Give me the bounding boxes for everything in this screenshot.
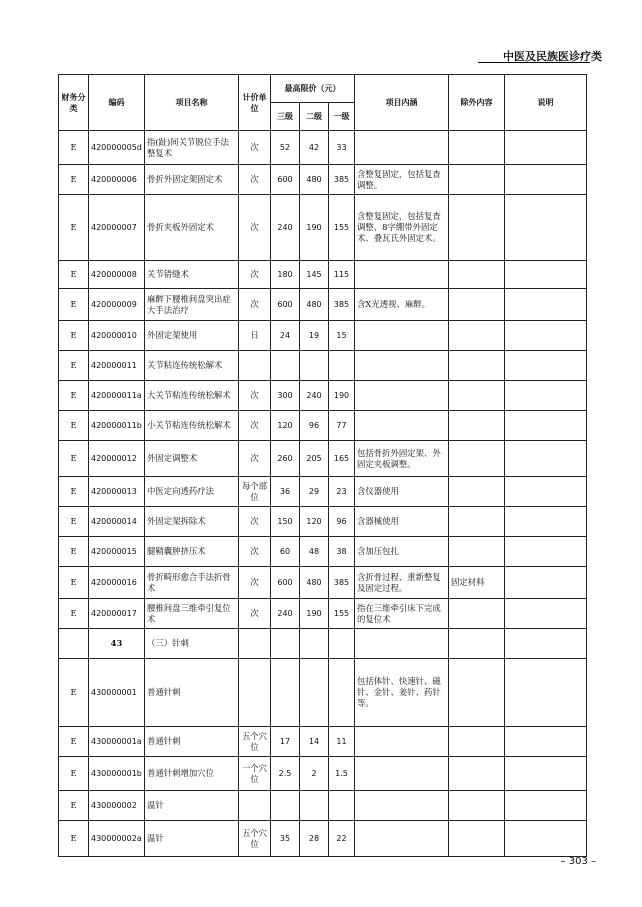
cell-content: 含加压包扎 [355, 537, 449, 567]
cell-code: 420000017 [89, 599, 145, 629]
cell-name: 普通针刺 [145, 659, 239, 727]
cell-category: E [59, 599, 89, 629]
cell-price-level2: 145 [300, 261, 329, 289]
cell-note [505, 477, 587, 507]
col-code: 编码 [89, 75, 145, 131]
cell-note [505, 727, 587, 757]
cell-price-level3: 2.5 [271, 757, 300, 791]
cell-price-level2: 120 [300, 507, 329, 537]
col-unit: 计价单位 [239, 75, 271, 131]
table-row [59, 477, 587, 507]
cell-name: 关节粘连传统松解术 [145, 351, 239, 381]
cell-category: E [59, 195, 89, 261]
cell-category: E [59, 727, 89, 757]
cell-name: 骨折夹板外固定术 [145, 195, 239, 261]
table-row [59, 757, 587, 791]
empty-cell [505, 629, 587, 659]
cell-price-level2: 48 [300, 537, 329, 567]
cell-exclusion [449, 507, 505, 537]
cell-exclusion [449, 727, 505, 757]
table-row [59, 727, 587, 757]
cell-price-level3 [271, 659, 300, 727]
table-header [59, 75, 587, 131]
table-row [59, 131, 587, 165]
col-content: 项目内涵 [355, 75, 449, 131]
cell-unit: 次 [239, 567, 271, 599]
table-row [59, 791, 587, 821]
cell-unit: 次 [239, 441, 271, 477]
cell-code: 430000001b [89, 757, 145, 791]
cell-code: 430000002a [89, 821, 145, 857]
cell-price-level1: 96 [329, 507, 355, 537]
cell-price-level1: 385 [329, 567, 355, 599]
section-name: （三）针刺 [145, 629, 239, 659]
cell-code: 420000008 [89, 261, 145, 289]
cell-content [355, 261, 449, 289]
table-row [59, 261, 587, 289]
cell-note [505, 321, 587, 351]
cell-price-level2 [300, 659, 329, 727]
cell-unit: 每个部位 [239, 477, 271, 507]
cell-unit: 五个穴位 [239, 727, 271, 757]
cell-name: 骨折外固定架固定术 [145, 165, 239, 195]
cell-exclusion [449, 131, 505, 165]
cell-note [505, 351, 587, 381]
cell-name: 骨折畸形愈合手法折骨术 [145, 567, 239, 599]
table-row [59, 165, 587, 195]
col-exclusion: 除外内容 [449, 75, 505, 131]
cell-category: E [59, 165, 89, 195]
cell-content [355, 321, 449, 351]
table-body [59, 131, 587, 857]
cell-category: E [59, 261, 89, 289]
cell-exclusion [449, 165, 505, 195]
table-row [59, 321, 587, 351]
cell-price-level1: 385 [329, 289, 355, 321]
col-category: 财务分类 [59, 75, 89, 131]
cell-price-level2: 28 [300, 821, 329, 857]
cell-note [505, 599, 587, 629]
table-row [59, 567, 587, 599]
cell-content [355, 381, 449, 411]
cell-price-level1: 15 [329, 321, 355, 351]
cell-exclusion [449, 659, 505, 727]
cell-price-level2 [300, 791, 329, 821]
cell-content [355, 351, 449, 381]
cell-unit: 次 [239, 411, 271, 441]
table-row [59, 821, 587, 857]
cell-price-level1: 11 [329, 727, 355, 757]
cell-price-level3: 240 [271, 195, 300, 261]
cell-content: 含折骨过程、重新整复及固定过程。 [355, 567, 449, 599]
cell-price-level2: 19 [300, 321, 329, 351]
cell-note [505, 507, 587, 537]
cell-note [505, 791, 587, 821]
cell-category: E [59, 821, 89, 857]
table-row [59, 441, 587, 477]
cell-price-level3: 240 [271, 599, 300, 629]
col-level3: 三级 [271, 103, 300, 131]
cell-name: 麻醉下腰椎间盘突出症大手法治疗 [145, 289, 239, 321]
table-row [59, 195, 587, 261]
cell-note [505, 537, 587, 567]
cell-price-level3: 35 [271, 821, 300, 857]
table-row [59, 659, 587, 727]
cell-code: 420000005d [89, 131, 145, 165]
cell-price-level2: 240 [300, 381, 329, 411]
empty-cell [271, 629, 300, 659]
table-row [59, 537, 587, 567]
cell-category: E [59, 567, 89, 599]
cell-code: 420000011 [89, 351, 145, 381]
cell-price-level3: 300 [271, 381, 300, 411]
cell-price-level3: 36 [271, 477, 300, 507]
cell-price-level1: 190 [329, 381, 355, 411]
cell-price-level2 [300, 351, 329, 381]
cell-price-level2: 190 [300, 599, 329, 629]
cell-note [505, 165, 587, 195]
col-level2: 二级 [300, 103, 329, 131]
cell-content: 含整复固定，包括复查调整、8字绷带外固定术、叠瓦氏外固定术。 [355, 195, 449, 261]
cell-price-level1: 33 [329, 131, 355, 165]
cell-price-level2: 480 [300, 567, 329, 599]
cell-exclusion [449, 321, 505, 351]
cell-unit: 次 [239, 381, 271, 411]
cell-exclusion [449, 537, 505, 567]
cell-price-level3 [271, 351, 300, 381]
cell-exclusion [449, 477, 505, 507]
col-level1: 一级 [329, 103, 355, 131]
cell-price-level1: 1.5 [329, 757, 355, 791]
cell-price-level2: 29 [300, 477, 329, 507]
cell-category: E [59, 441, 89, 477]
cell-price-level3: 600 [271, 165, 300, 195]
cell-exclusion [449, 599, 505, 629]
cell-price-level1: 165 [329, 441, 355, 477]
cell-unit: 次 [239, 289, 271, 321]
cell-price-level1: 155 [329, 195, 355, 261]
cell-name: 普通针刺 [145, 727, 239, 757]
cell-price-level2: 205 [300, 441, 329, 477]
cell-exclusion [449, 411, 505, 441]
cell-content: 含器械使用 [355, 507, 449, 537]
cell-code: 420000010 [89, 321, 145, 351]
cell-exclusion [449, 757, 505, 791]
cell-content [355, 791, 449, 821]
cell-code: 420000011b [89, 411, 145, 441]
cell-price-level3: 180 [271, 261, 300, 289]
cell-unit [239, 791, 271, 821]
cell-price-level3: 150 [271, 507, 300, 537]
cell-note [505, 757, 587, 791]
cell-category: E [59, 131, 89, 165]
cell-price-level1: 23 [329, 477, 355, 507]
cell-name: 指(趾)间关节脱位手法整复术 [145, 131, 239, 165]
cell-price-level3 [271, 791, 300, 821]
cell-price-level3: 17 [271, 727, 300, 757]
cell-code: 420000012 [89, 441, 145, 477]
cell-note [505, 289, 587, 321]
col-note: 说明 [505, 75, 587, 131]
cell-note [505, 381, 587, 411]
cell-price-level2: 96 [300, 411, 329, 441]
cell-category: E [59, 791, 89, 821]
cell-price-level1: 22 [329, 821, 355, 857]
cell-category: E [59, 289, 89, 321]
cell-name: 小关节粘连传统松解术 [145, 411, 239, 441]
cell-code: 430000002 [89, 791, 145, 821]
cell-content [355, 411, 449, 441]
cell-content [355, 131, 449, 165]
cell-unit [239, 659, 271, 727]
cell-code: 430000001 [89, 659, 145, 727]
cell-name: 外固定架使用 [145, 321, 239, 351]
page-number: – 303 – [560, 856, 596, 867]
cell-name: 关节错缝术 [145, 261, 239, 289]
cell-name: 普通针刺增加穴位 [145, 757, 239, 791]
cell-category: E [59, 477, 89, 507]
cell-price-level3: 24 [271, 321, 300, 351]
cell-category: E [59, 381, 89, 411]
cell-unit: 五个穴位 [239, 821, 271, 857]
fee-table [58, 74, 587, 857]
empty-cell [329, 629, 355, 659]
cell-price-level2: 480 [300, 289, 329, 321]
cell-content [355, 757, 449, 791]
cell-price-level3: 120 [271, 411, 300, 441]
cell-category: E [59, 351, 89, 381]
cell-exclusion: 固定材料 [449, 567, 505, 599]
cell-price-level1: 115 [329, 261, 355, 289]
cell-unit: 次 [239, 261, 271, 289]
cell-category: E [59, 757, 89, 791]
cell-code: 420000014 [89, 507, 145, 537]
cell-content: 指在三维牵引床下完成的复位术 [355, 599, 449, 629]
section-code: 43 [89, 629, 145, 659]
empty-cell [355, 629, 449, 659]
cell-code: 420000015 [89, 537, 145, 567]
header-divider [478, 62, 590, 63]
table-row [59, 411, 587, 441]
cell-price-level2: 42 [300, 131, 329, 165]
cell-exclusion [449, 261, 505, 289]
cell-category: E [59, 411, 89, 441]
cell-note [505, 411, 587, 441]
col-max-price: 最高限价（元） [271, 75, 355, 103]
cell-price-level1: 385 [329, 165, 355, 195]
col-name: 项目名称 [145, 75, 239, 131]
cell-unit: 日 [239, 321, 271, 351]
cell-note [505, 261, 587, 289]
cell-code: 420000009 [89, 289, 145, 321]
cell-category: E [59, 537, 89, 567]
cell-price-level2: 14 [300, 727, 329, 757]
cell-exclusion [449, 791, 505, 821]
cell-name: 腱鞘囊肿挤压术 [145, 537, 239, 567]
cell-price-level1 [329, 659, 355, 727]
cell-name: 温针 [145, 791, 239, 821]
cell-content: 含仪器使用 [355, 477, 449, 507]
cell-note [505, 195, 587, 261]
cell-unit: 一个穴位 [239, 757, 271, 791]
cell-code: 420000016 [89, 567, 145, 599]
cell-category: E [59, 321, 89, 351]
cell-content: 含整复固定，包括复查调整。 [355, 165, 449, 195]
table-row [59, 599, 587, 629]
empty-cell [300, 629, 329, 659]
cell-exclusion [449, 289, 505, 321]
cell-note [505, 441, 587, 477]
cell-unit: 次 [239, 599, 271, 629]
cell-content: 含X光透视、麻醉。 [355, 289, 449, 321]
cell-price-level1 [329, 351, 355, 381]
cell-name: 外固定架拆除术 [145, 507, 239, 537]
cell-name: 外固定调整术 [145, 441, 239, 477]
cell-exclusion [449, 821, 505, 857]
empty-cell [449, 629, 505, 659]
cell-code: 420000013 [89, 477, 145, 507]
cell-name: 温针 [145, 821, 239, 857]
cell-name: 中医定向透药疗法 [145, 477, 239, 507]
cell-note [505, 131, 587, 165]
cell-note [505, 659, 587, 727]
section-row [59, 629, 587, 659]
cell-exclusion [449, 195, 505, 261]
cell-name: 腰椎间盘三维牵引复位术 [145, 599, 239, 629]
cell-price-level3: 260 [271, 441, 300, 477]
cell-code: 420000011a [89, 381, 145, 411]
cell-content: 包括骨折外固定架、外固定夹板调整。 [355, 441, 449, 477]
cell-unit [239, 351, 271, 381]
cell-price-level1: 155 [329, 599, 355, 629]
cell-price-level3: 600 [271, 289, 300, 321]
cell-unit: 次 [239, 507, 271, 537]
cell-price-level1: 77 [329, 411, 355, 441]
cell-note [505, 821, 587, 857]
cell-content: 包括体针、快速针、磁针、金针、姜针、药针等。 [355, 659, 449, 727]
cell-unit: 次 [239, 165, 271, 195]
empty-cell [239, 629, 271, 659]
cell-category: E [59, 659, 89, 727]
cell-category: E [59, 507, 89, 537]
cell-code: 420000007 [89, 195, 145, 261]
cell-unit: 次 [239, 195, 271, 261]
table-row [59, 381, 587, 411]
table-row [59, 289, 587, 321]
cell-unit: 次 [239, 537, 271, 567]
cell-price-level3: 52 [271, 131, 300, 165]
cell-content [355, 821, 449, 857]
cell-note [505, 567, 587, 599]
cell-code: 430000001a [89, 727, 145, 757]
cell-price-level1: 38 [329, 537, 355, 567]
cell-exclusion [449, 351, 505, 381]
cell-exclusion [449, 381, 505, 411]
table-row [59, 351, 587, 381]
cell-code: 420000006 [89, 165, 145, 195]
table-row [59, 507, 587, 537]
cell-content [355, 727, 449, 757]
cell-unit: 次 [239, 131, 271, 165]
cell-price-level2: 190 [300, 195, 329, 261]
cell-price-level2: 480 [300, 165, 329, 195]
cell-name: 大关节粘连传统松解术 [145, 381, 239, 411]
page-header-title: 中医及民族医诊疗类 [503, 50, 602, 63]
cell-price-level2: 2 [300, 757, 329, 791]
cell-price-level3: 600 [271, 567, 300, 599]
cell-price-level1 [329, 791, 355, 821]
cell-price-level3: 60 [271, 537, 300, 567]
cell-exclusion [449, 441, 505, 477]
cell-category [59, 629, 89, 659]
